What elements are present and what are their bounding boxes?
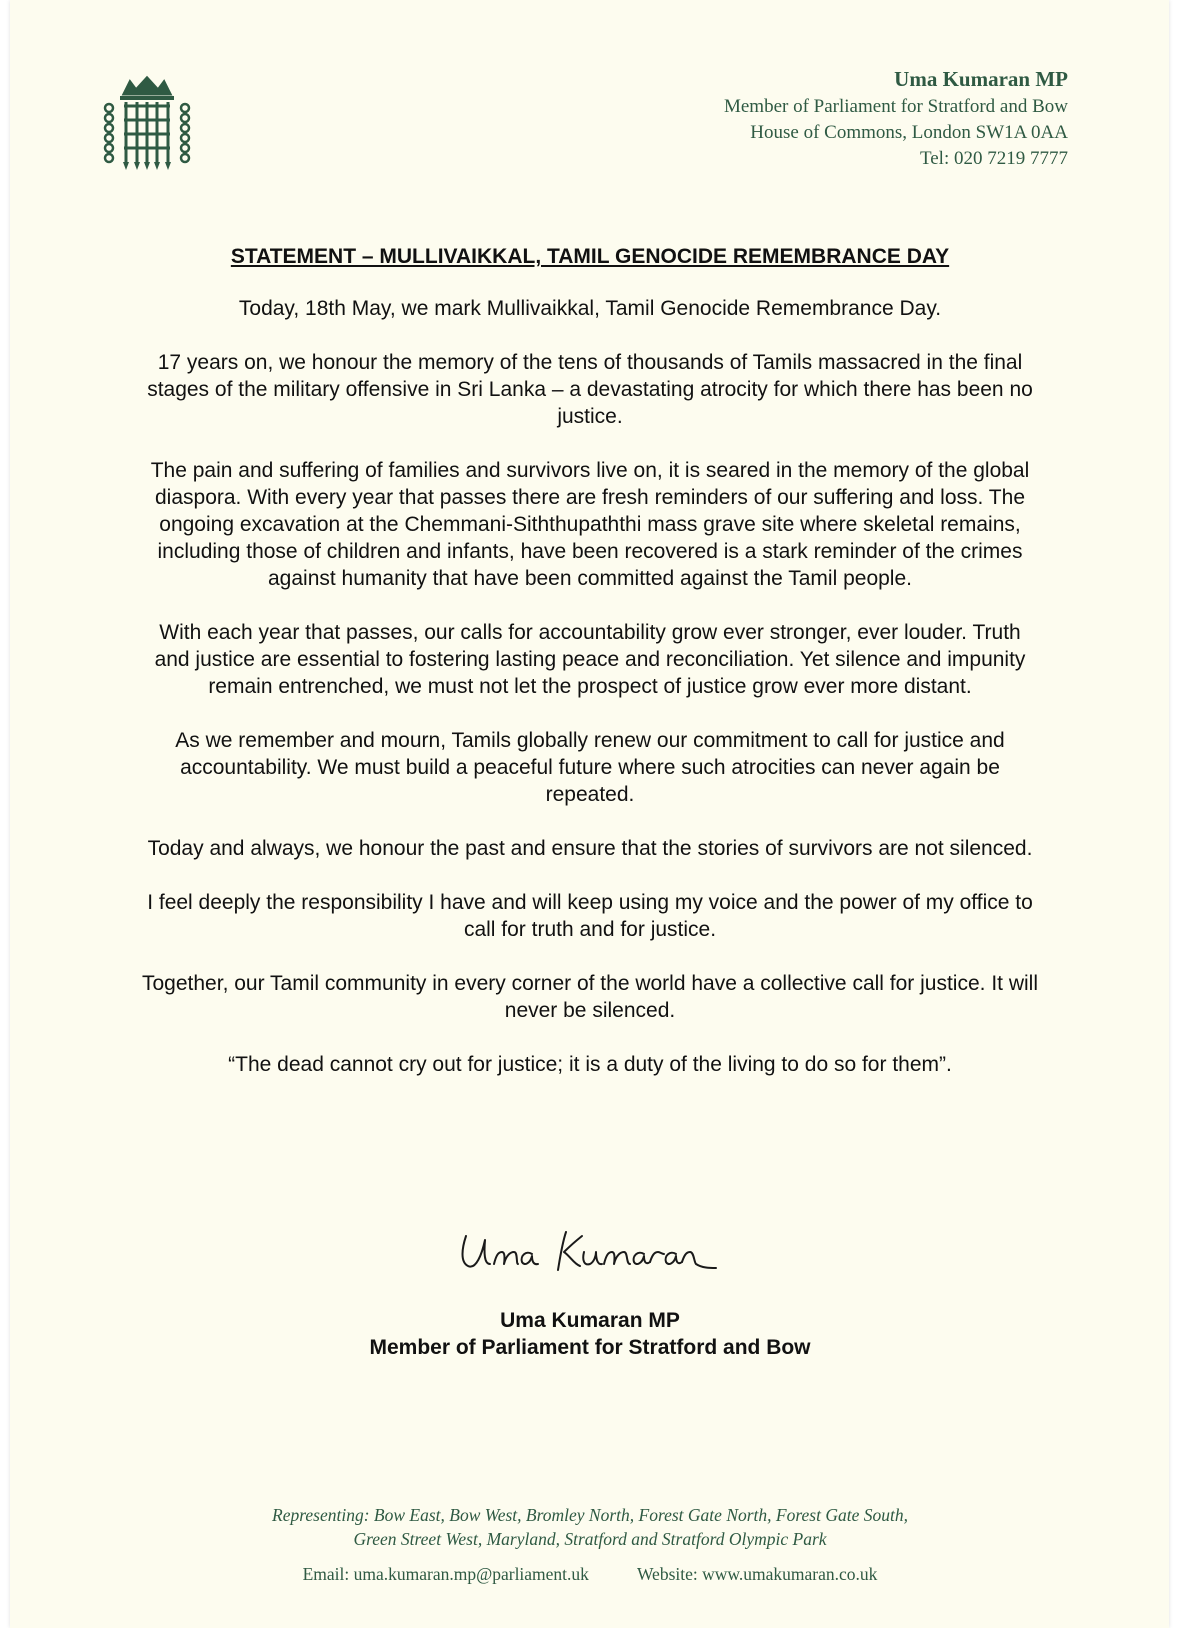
statement-body: [140, 243, 1040, 1105]
signature-block: [140, 1307, 1040, 1361]
portcullis-icon: [96, 74, 198, 174]
signatory-role: Member of Parliament for Stratford and Bow: [369, 1336, 811, 1359]
letterhead-tel: Tel: 020 7219 7777: [919, 148, 1068, 169]
statement-paragraph: As we remember and mourn, Tamils globally renew our commitment to call for justice and accountability. We must build a peaceful future where such atrocities can never again be repeated.: [175, 729, 1005, 806]
footer-contact: [140, 1562, 1040, 1586]
handwritten-signature: [458, 1218, 718, 1288]
letterhead-role: Member of Parliament for Stratford and Bow: [723, 96, 1068, 117]
representing-line: Green Street West, Maryland, Stratford and Stratford Olympic Park: [353, 1529, 827, 1549]
footer-website[interactable]: Website: www.umakumaran.co.uk: [636, 1564, 878, 1584]
statement-paragraph: I feel deeply the responsibility I have and will keep using my voice and the power of my office to call for truth and for justice.: [147, 891, 1033, 941]
footer-email[interactable]: Email: uma.kumaran.mp@parliament.uk: [302, 1564, 589, 1584]
statement-paragraph: Together, our Tamil community in every corner of the world have a collective call for justice. It will never be silenced.: [142, 972, 1038, 1022]
signatory-name: Uma Kumaran MP: [500, 1309, 680, 1332]
statement-title: STATEMENT – MULLIVAIKKAL, TAMIL GENOCIDE REMEMBRANCE DAY: [230, 245, 950, 268]
letterhead: [724, 64, 1068, 172]
letter-page: [10, 0, 1169, 1628]
footer-representing: [140, 1503, 1040, 1551]
representing-line: Representing: Bow East, Bow West, Bromley North, Forest Gate North, Forest Gate South,: [272, 1505, 908, 1525]
statement-paragraph: Today, 18th May, we mark Mullivaikkal, Tamil Genocide Remembrance Day.: [238, 297, 942, 320]
statement-paragraph: Today and always, we honour the past and ensure that the stories of survivors are not silenced.: [147, 837, 1033, 860]
letterhead-address: House of Commons, London SW1A 0AA: [750, 122, 1068, 143]
letterhead-name: Uma Kumaran MP: [894, 67, 1068, 91]
statement-paragraph: 17 years on, we honour the memory of the tens of thousands of Tamils massacred in the final stages of the military offensive in Sri Lanka – a devastating atrocity for which there has been no justice.: [147, 351, 1033, 428]
statement-paragraph: With each year that passes, our calls for accountability grow ever stronger, ever louder. Truth and justice are essential to fostering lasting peace and reconciliation. Yet silence and impunity remain entrenched, we must not let the prospect of justice grow ever more distant.: [154, 621, 1026, 698]
statement-paragraph: The pain and suffering of families and survivors live on, it is seared in the memory of the global diaspora. With every year that passes there are fresh reminders of our suffering and loss. The ongoing excavation at the Chemmani-Siththupaththi mass grave site where skeletal remains, including those of children and infants, have been recovered is a stark reminder of the crimes against humanity that have been committed against the Tamil people.: [150, 459, 1030, 590]
statement-quote: “The dead cannot cry out for justice; it is a duty of the living to do so for them”.: [228, 1053, 952, 1076]
